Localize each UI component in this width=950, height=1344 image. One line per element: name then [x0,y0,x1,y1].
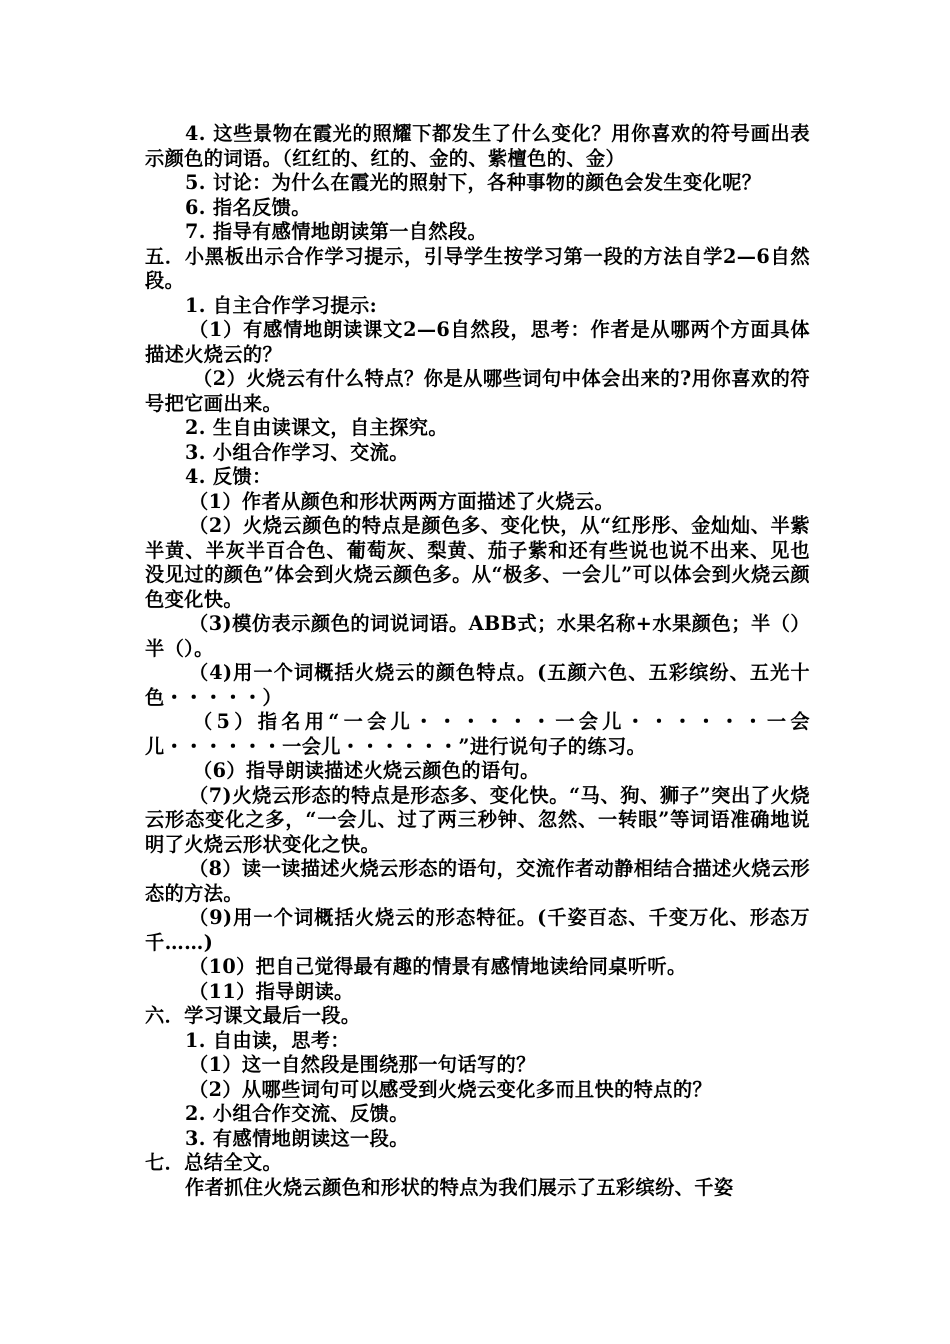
paragraph-s6-3: 3. 有感情地朗读这一段。 [185,1126,409,1150]
paragraph-s6-1: 1. 自由读，思考： [185,1028,351,1052]
paragraph-s6-1-2: （2）从哪些词句可以感受到火烧云变化多而且快的特点的？ [189,1077,713,1101]
paragraph-feedback-6: （6）指导朗读描述火烧云颜色的语句。 [193,759,540,782]
paragraph-feedback-4: （4)用一个词概括火烧云的颜色特点。(五颜六色、五彩缤纷、五光十色・・・・・） [145,661,810,709]
document-page [145,122,810,1200]
paragraph-feedback-1: （1）作者从颜色和形状两两方面描述了火烧云。 [189,489,615,513]
paragraph-sub-3: 3. 小组合作学习、交流。 [185,440,409,464]
paragraph-sub-1-1: （1）有感情地朗读课文2—6自然段，思考：作者是从哪两个方面具体描述火烧云的？ [145,318,810,366]
paragraph-feedback-9: （9)用一个词概括火烧云的形态特征。(千姿百态、千变万化、形态万千……) [145,906,810,954]
paragraph-feedback-3: （3)模仿表示颜色的词说词语。ABB式；水果名称+水果颜色；半（）半（）。 [145,612,810,660]
paragraph-step-5: 5. 讨论：为什么在霞光的照射下，各种事物的颜色会发生变化呢？ [185,171,762,194]
paragraph-feedback-10: （10）把自己觉得最有趣的情景有感情地读给同桌听听。 [189,955,687,978]
paragraph-s6-2: 2. 小组合作交流、反馈。 [185,1102,409,1125]
paragraph-sub-4: 4. 反馈： [185,465,272,488]
paragraph-feedback-11: （11）指导朗读。 [189,979,354,1003]
paragraph-sub-2: 2. 生自由读课文，自主探究。 [185,416,448,439]
paragraph-summary: 作者抓住火烧云颜色和形状的特点为我们展示了五彩缤纷、千姿 [185,1175,734,1199]
section-heading-7: 七．总结全文。 [145,1151,283,1174]
paragraph-sub-1-2: （2）火烧云有什么特点？你是从哪些词句中体会出来的?用你喜欢的符号把它画出来。 [145,367,810,415]
section-heading-6: 六．学习课文最后一段。 [145,1004,361,1027]
paragraph-step-4: 4. 这些景物在霞光的照耀下都发生了什么变化？用你喜欢的符号画出表示颜色的词语。（红红的、红的、金的、紫檀色的、金） [145,122,810,170]
paragraph-sub-1: 1. 自主合作学习提示: [185,293,378,317]
paragraph-s6-1-1: （1）这一自然段是围绕那一句话写的？ [189,1053,536,1076]
paragraph-feedback-8: （8）读一读描述火烧云形态的语句，交流作者动静相结合描述火烧云形态的方法。 [145,857,810,905]
paragraph-feedback-7: （7)火烧云形态的特点是形态多、变化快。“马、狗、狮子”突出了火烧云形态变化之多，“一会儿、过了两三秒钟、忽然、一转眼”等词语准确地说明了火烧云形状变化之快。 [145,783,810,856]
paragraph-feedback-2: （2）火烧云颜色的特点是颜色多、变化快，从“红彤彤、金灿灿、半紫半黄、半灰半百合色、葡萄灰、梨黄、茄子紫和还有些说也说不出来、见也没见过的颜色”体会到火烧云颜色多。从“极多、一会儿”可以体会到火烧云颜色变化快。 [145,514,810,611]
paragraph-step-6: 6. 指名反馈。 [185,195,311,219]
paragraph-feedback-5: （5）指名用“一会儿・・・・・・一会儿・・・・・・一会儿・・・・・・一会儿・・・・・・”进行说句子的练习。 [145,710,810,758]
section-heading-5: 五．小黑板出示合作学习提示，引导学生按学习第一段的方法自学2—6自然段。 [145,244,810,292]
paragraph-step-7: 7. 指导有感情地朗读第一自然段。 [185,220,488,243]
